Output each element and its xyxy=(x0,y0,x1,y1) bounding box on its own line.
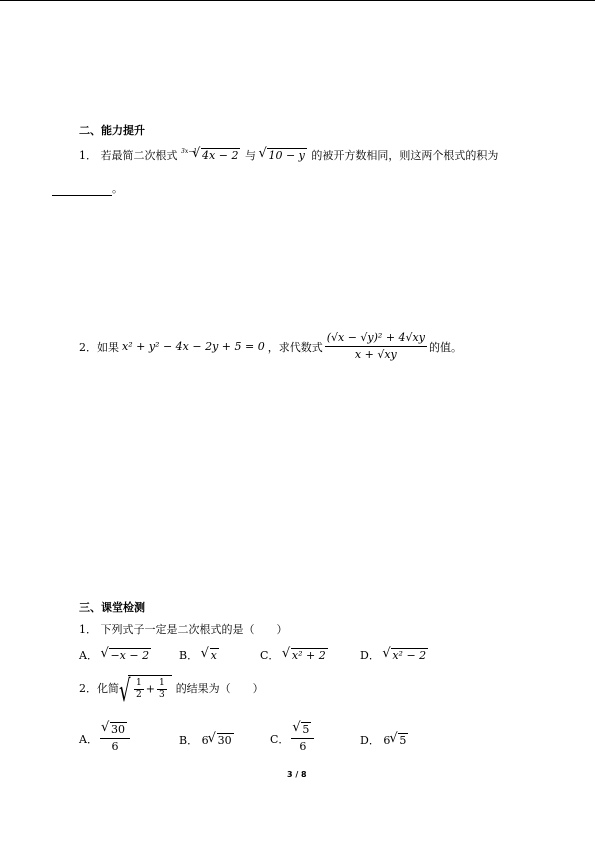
equation: x² + y² − 4x − 2y + 5 = 0 xyxy=(122,340,265,353)
radical-expression: √ $\frac{1}{2}$ + $\frac{1}{3}$ xyxy=(119,675,172,701)
question-text: 如果 xyxy=(97,340,119,354)
option-label: B． xyxy=(179,649,199,662)
answer-blank-line xyxy=(52,180,123,196)
fraction-denominator: x + √xy xyxy=(354,348,397,361)
question-text: 若最简二次根式 xyxy=(100,149,178,162)
coefficient: 6 xyxy=(201,734,209,747)
question-text: 的被开方数相同，则这两个根式的积为 xyxy=(311,149,499,162)
option-d[interactable] xyxy=(360,732,409,748)
question-3-1 xyxy=(79,621,288,637)
radical-expression: √ 5 xyxy=(390,733,408,747)
option-b[interactable] xyxy=(179,732,235,748)
period: 。 xyxy=(112,182,123,195)
radical-expression: √ x xyxy=(202,648,219,662)
fraction: √ $\frac{5}{6}$ xyxy=(291,722,314,755)
option-label: C． xyxy=(270,732,290,746)
algebraic-fraction xyxy=(325,330,427,363)
option-c[interactable] xyxy=(260,647,329,663)
radical-expression: √ x² − 2 xyxy=(383,648,428,662)
question-2-1 xyxy=(79,147,498,163)
question-number: 2． xyxy=(79,682,97,695)
question-3-2 xyxy=(79,674,264,709)
question-text: 的值。 xyxy=(428,340,462,354)
page-top-border xyxy=(0,0,595,1)
option-label: A． xyxy=(79,732,98,746)
question-text: 的结果为（ ） xyxy=(175,682,264,695)
radical-expression: √ x² + 2 xyxy=(283,648,328,662)
option-a[interactable] xyxy=(79,647,152,663)
question-number: 1． xyxy=(79,149,97,162)
radical-expression: √ 10 − y xyxy=(259,148,306,162)
question-2-2 xyxy=(79,330,462,363)
section-heading-ability: 二、能力提升 xyxy=(79,124,145,137)
page-number: 3 / 8 xyxy=(287,770,307,779)
option-a[interactable] xyxy=(79,722,132,755)
coefficient: 6 xyxy=(383,734,391,747)
fraction: √ $\frac{30}{6}$ xyxy=(100,722,130,755)
option-label: B． xyxy=(179,734,199,747)
option-b[interactable] xyxy=(179,647,220,663)
question-number: 2． xyxy=(79,340,97,354)
fraction-numerator: (√x − √y)² + 4√xy xyxy=(325,330,427,347)
option-label: A． xyxy=(79,649,98,662)
radical-expression: √ 30 xyxy=(209,733,234,747)
question-text: 与 xyxy=(244,149,256,162)
question-text: 化简 xyxy=(97,682,119,695)
option-label: D． xyxy=(360,649,380,662)
option-d[interactable] xyxy=(360,647,429,663)
question-text: ，求代数式 xyxy=(267,340,323,354)
answer-blank xyxy=(52,183,112,196)
radical-expression: √ −x − 2 xyxy=(101,648,151,662)
radical-index: 3x−1 xyxy=(181,148,198,155)
option-label: D． xyxy=(360,734,380,747)
radical-expression: √ 4x − 2 xyxy=(193,148,240,162)
section-heading-class-test: 三、课堂检测 xyxy=(79,601,145,614)
question-text: 下列式子一定是二次根式的是（ ） xyxy=(100,623,288,636)
option-c[interactable] xyxy=(270,722,316,755)
option-label: C． xyxy=(260,649,280,662)
question-number: 1． xyxy=(79,623,97,636)
